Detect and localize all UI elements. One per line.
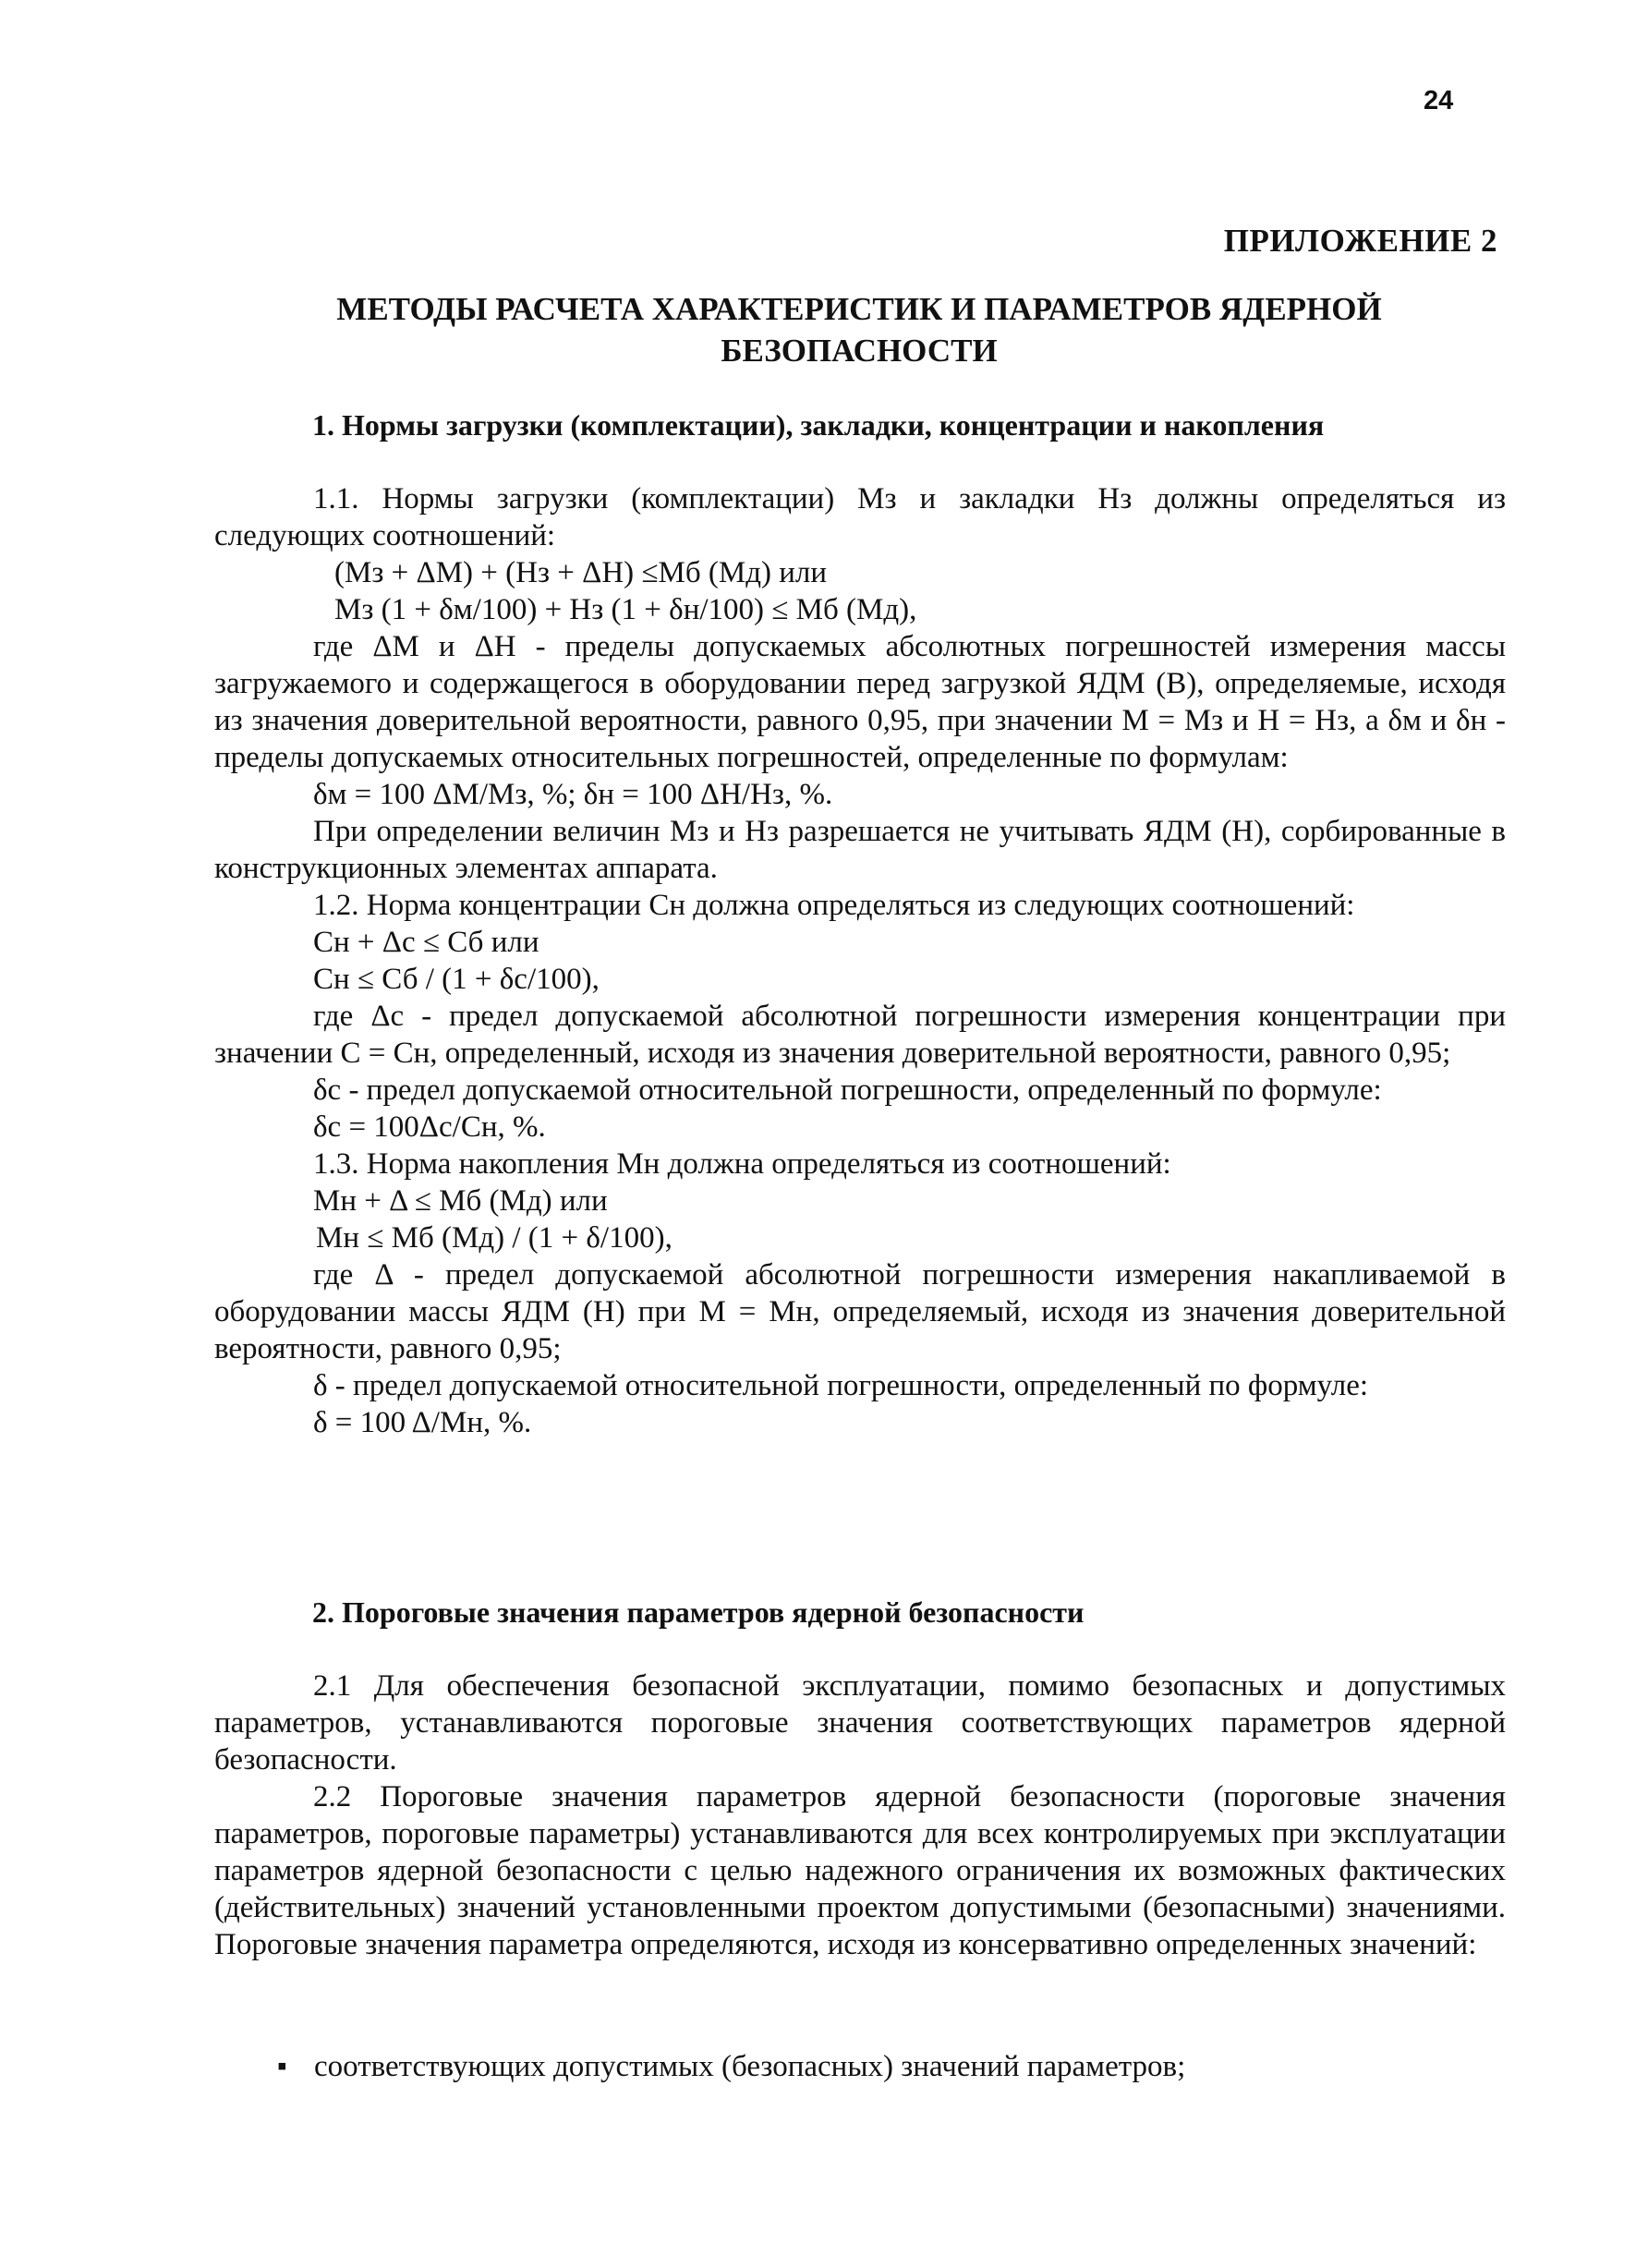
- paragraph: 2.1 Для обеспечения безопасной эксплуатации, помимо безопасных и допустимых параметров, устанавливаются пороговые значения соответствующих параметров ядерной безопасности.: [214, 1669, 1506, 1777]
- formula-line: Мн + Δ ≤ Мб (Мд) или: [313, 1184, 608, 1218]
- page-number: 24: [1424, 86, 1454, 115]
- formula-line: Мн ≤ Мб (Мд) / (1 + δ/100),: [316, 1221, 673, 1255]
- formula-line: δм = 100 ΔМ/Мз, %; δн = 100 ΔН/Нз, %.: [313, 778, 833, 811]
- paragraph: 1.1. Нормы загрузки (комплектации) Мз и закладки Нз должны определяться из следующих соотношений:: [214, 482, 1506, 552]
- formula-line: δс = 100Δс/Сн, %.: [313, 1110, 546, 1144]
- norm-heading-1-2: 1.2. Норма концентрации Сн должна определяться из следующих соотношений:: [313, 889, 1355, 922]
- section-1-body: [214, 480, 1506, 1441]
- formula-line: Сн + Δс ≤ Сб или: [313, 926, 539, 959]
- document-title-line: МЕТОДЫ РАСЧЕТА ХАРАКТЕРИСТИК И ПАРАМЕТРОВ ЯДЕРНОЙ: [336, 291, 1382, 327]
- norm-heading-1-3: 1.3. Норма накопления Мн должна определяться из соотношений:: [313, 1147, 1171, 1181]
- document-title: [212, 288, 1506, 371]
- bullet-text: соответствующих допустимых (безопасных) значений параметров;: [314, 2050, 1186, 2083]
- section-1-heading: 1. Нормы загрузки (комплектации), закладки, концентрации и накопления: [312, 408, 1325, 442]
- bullet-icon: ▪: [277, 2051, 287, 2081]
- paragraph: где Δс - предел допускаемой абсолютной погрешности измерения концентрации при значении С = Сн, определенный, исходя из значения доверительной вероятности, равного 0,95;: [214, 1000, 1506, 1070]
- document-title-line: БЕЗОПАСНОСТИ: [721, 333, 998, 369]
- formula-line: Сн ≤ Сб / (1 + δс/100),: [313, 963, 600, 996]
- paragraph: где Δ - предел допускаемой абсолютной погрешности измерения накапливаемой в оборудовании массы ЯДМ (Н) при М = Мн, определяемый, исходя из значения доверительной вероятности, равного 0,95;: [214, 1258, 1506, 1365]
- section-2-body: [214, 1668, 1506, 1963]
- formula-line: (Мз + ΔМ) + (Нз + ΔН) ≤Мб (Мд) или: [334, 556, 828, 589]
- formula-line: δс - предел допускаемой относительной погрешности, определенный по формуле:: [313, 1073, 1382, 1107]
- formula-line: Мз (1 + δм/100) + Нз (1 + δн/100) ≤ Мб (Мд),: [334, 593, 917, 626]
- formula-line: δ - предел допускаемой относительной погрешности, определенный по формуле:: [313, 1369, 1369, 1402]
- paragraph: где ΔМ и ΔН - пределы допускаемых абсолютных погрешностей измерения массы загружаемого и содержащегося в оборудовании перед загрузкой ЯДМ (В), определяемые, исходя из значения доверительной вероятности, равного 0,95, при значении М = Мз и Н = Нз, а δм и δн - пределы допускаемых относительных погрешностей, определенные по формулам:: [214, 630, 1506, 774]
- paragraph: При определении величин Мз и Нз разрешается не учитывать ЯДМ (Н), сорбированные в конструкционных элементах аппарата.: [214, 815, 1506, 885]
- section-2-heading: 2. Пороговые значения параметров ядерной безопасности: [312, 1595, 1085, 1629]
- paragraph: 2.2 Пороговые значения параметров ядерной безопасности (пороговые значения параметров, пороговые параметры) устанавливаются для всех контролируемых при эксплуатации параметров ядерной безопасности с целью надежного ограничения их возможных фактических (действительных) значений установленными проектом допустимыми (безопасными) значениями. Пороговые значения параметра определяются, исходя из консервативно определенных значений:: [214, 1780, 1506, 1961]
- formula-line: δ = 100 Δ/Мн, %.: [313, 1406, 532, 1439]
- bullet-list-item: [277, 2048, 1186, 2085]
- appendix-label: ПРИЛОЖЕНИЕ 2: [1223, 223, 1497, 259]
